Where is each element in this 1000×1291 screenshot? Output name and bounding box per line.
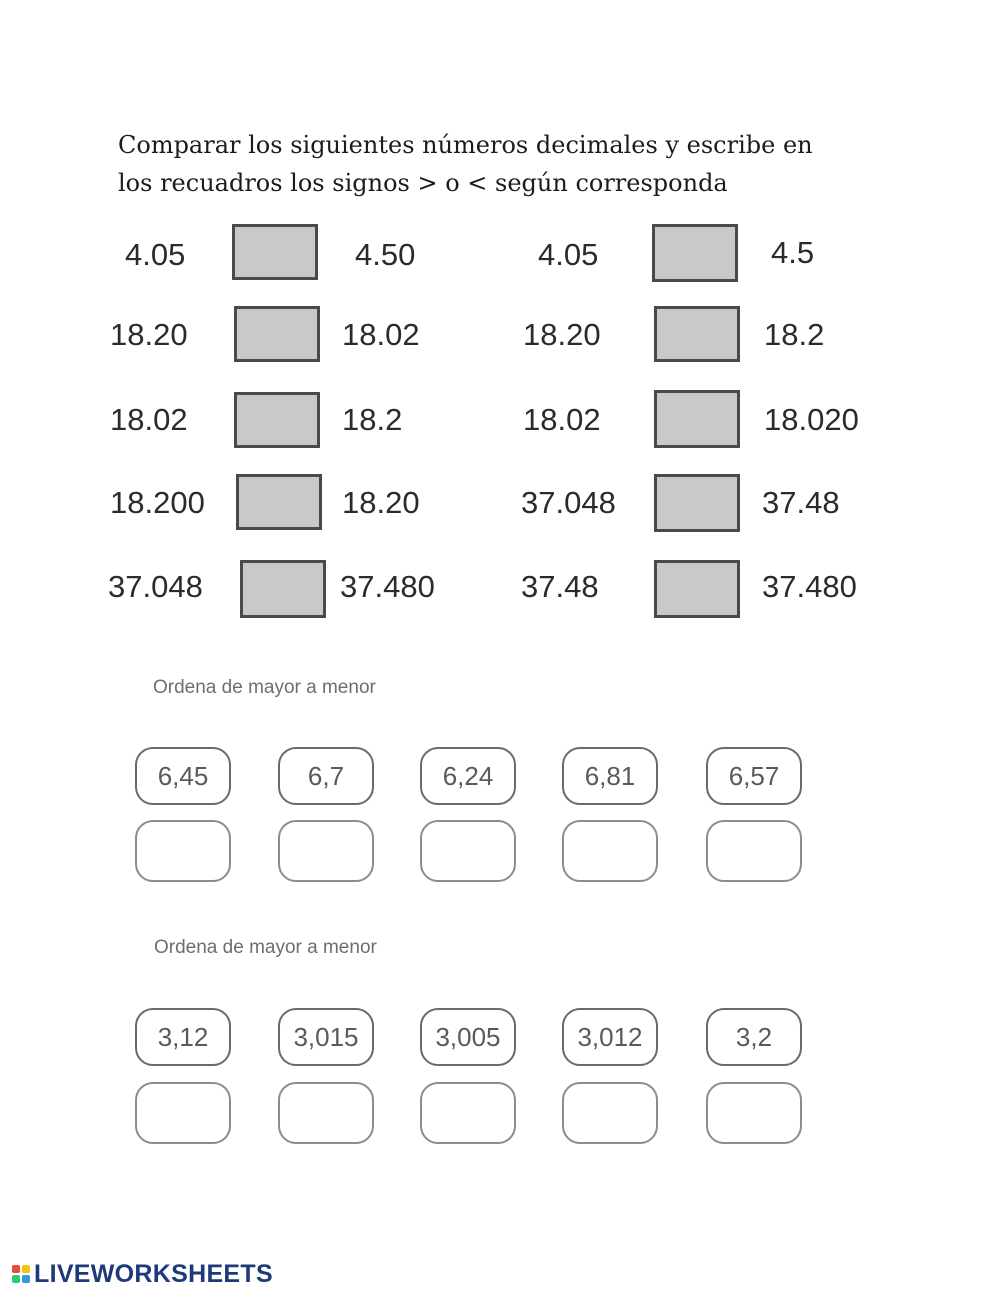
order-value-pill: 6,7 — [278, 747, 374, 805]
compare-number: 37.480 — [762, 569, 857, 604]
order-answer-box[interactable] — [278, 1082, 374, 1144]
order-answer-box[interactable] — [278, 820, 374, 882]
order-value-pill: 6,57 — [706, 747, 802, 805]
order-value-pill: 3,12 — [135, 1008, 231, 1066]
compare-number: 18.200 — [110, 485, 205, 520]
comparison-answer-box[interactable] — [240, 560, 326, 618]
comparison-answer-box[interactable] — [652, 224, 738, 282]
order-value-pill: 3,015 — [278, 1008, 374, 1066]
order-value-pill: 3,2 — [706, 1008, 802, 1066]
compare-number: 37.048 — [108, 569, 203, 604]
order-answer-box[interactable] — [562, 820, 658, 882]
compare-number: 4.05 — [125, 237, 186, 272]
order-value-pill: 6,45 — [135, 747, 231, 805]
order-section-1-label: Ordena de mayor a menor — [153, 677, 376, 698]
order-answer-box[interactable] — [706, 820, 802, 882]
comparison-answer-box[interactable] — [234, 392, 320, 448]
logo-square — [12, 1265, 20, 1273]
comparison-answer-box[interactable] — [654, 474, 740, 532]
comparison-answer-box[interactable] — [654, 306, 740, 362]
compare-number: 4.05 — [538, 237, 599, 272]
comparison-answer-box[interactable] — [654, 390, 740, 448]
order-answer-box[interactable] — [706, 1082, 802, 1144]
comparison-answer-box[interactable] — [654, 560, 740, 618]
compare-number: 18.2 — [764, 317, 825, 352]
compare-number: 37.480 — [340, 569, 435, 604]
liveworksheets-brand-text: LIVEWORKSHEETS — [34, 1259, 273, 1288]
compare-number: 18.2 — [342, 402, 403, 437]
comparison-answer-box[interactable] — [234, 306, 320, 362]
order-answer-box[interactable] — [562, 1082, 658, 1144]
order-answer-box[interactable] — [420, 1082, 516, 1144]
instructions — [118, 126, 878, 202]
instructions-line-2: los recuadros los signos > o < según corresponda — [118, 169, 728, 197]
compare-number: 18.02 — [523, 402, 601, 437]
order-answer-box[interactable] — [135, 820, 231, 882]
compare-number: 4.5 — [771, 235, 815, 270]
compare-number: 18.02 — [342, 317, 420, 352]
order-section-2-label: Ordena de mayor a menor — [154, 937, 377, 958]
liveworksheets-logo — [12, 1260, 273, 1288]
logo-square — [22, 1265, 30, 1273]
compare-number: 37.48 — [521, 569, 599, 604]
compare-number: 18.02 — [110, 402, 188, 437]
comparison-answer-box[interactable] — [236, 474, 322, 530]
order-value-pill: 3,012 — [562, 1008, 658, 1066]
order-answer-box[interactable] — [420, 820, 516, 882]
compare-number: 37.048 — [521, 485, 616, 520]
compare-number: 4.50 — [355, 237, 416, 272]
logo-square — [12, 1275, 20, 1283]
order-value-pill: 3,005 — [420, 1008, 516, 1066]
logo-square — [22, 1275, 30, 1283]
order-answer-box[interactable] — [135, 1082, 231, 1144]
compare-number: 18.020 — [764, 402, 859, 437]
compare-number: 37.48 — [762, 485, 840, 520]
compare-number: 18.20 — [342, 485, 420, 520]
order-value-pill: 6,81 — [562, 747, 658, 805]
order-value-pill: 6,24 — [420, 747, 516, 805]
liveworksheets-logo-icon — [12, 1265, 30, 1283]
compare-number: 18.20 — [110, 317, 188, 352]
comparison-answer-box[interactable] — [232, 224, 318, 280]
compare-number: 18.20 — [523, 317, 601, 352]
instructions-line-1: Comparar los siguientes números decimales y escribe en — [118, 131, 813, 159]
